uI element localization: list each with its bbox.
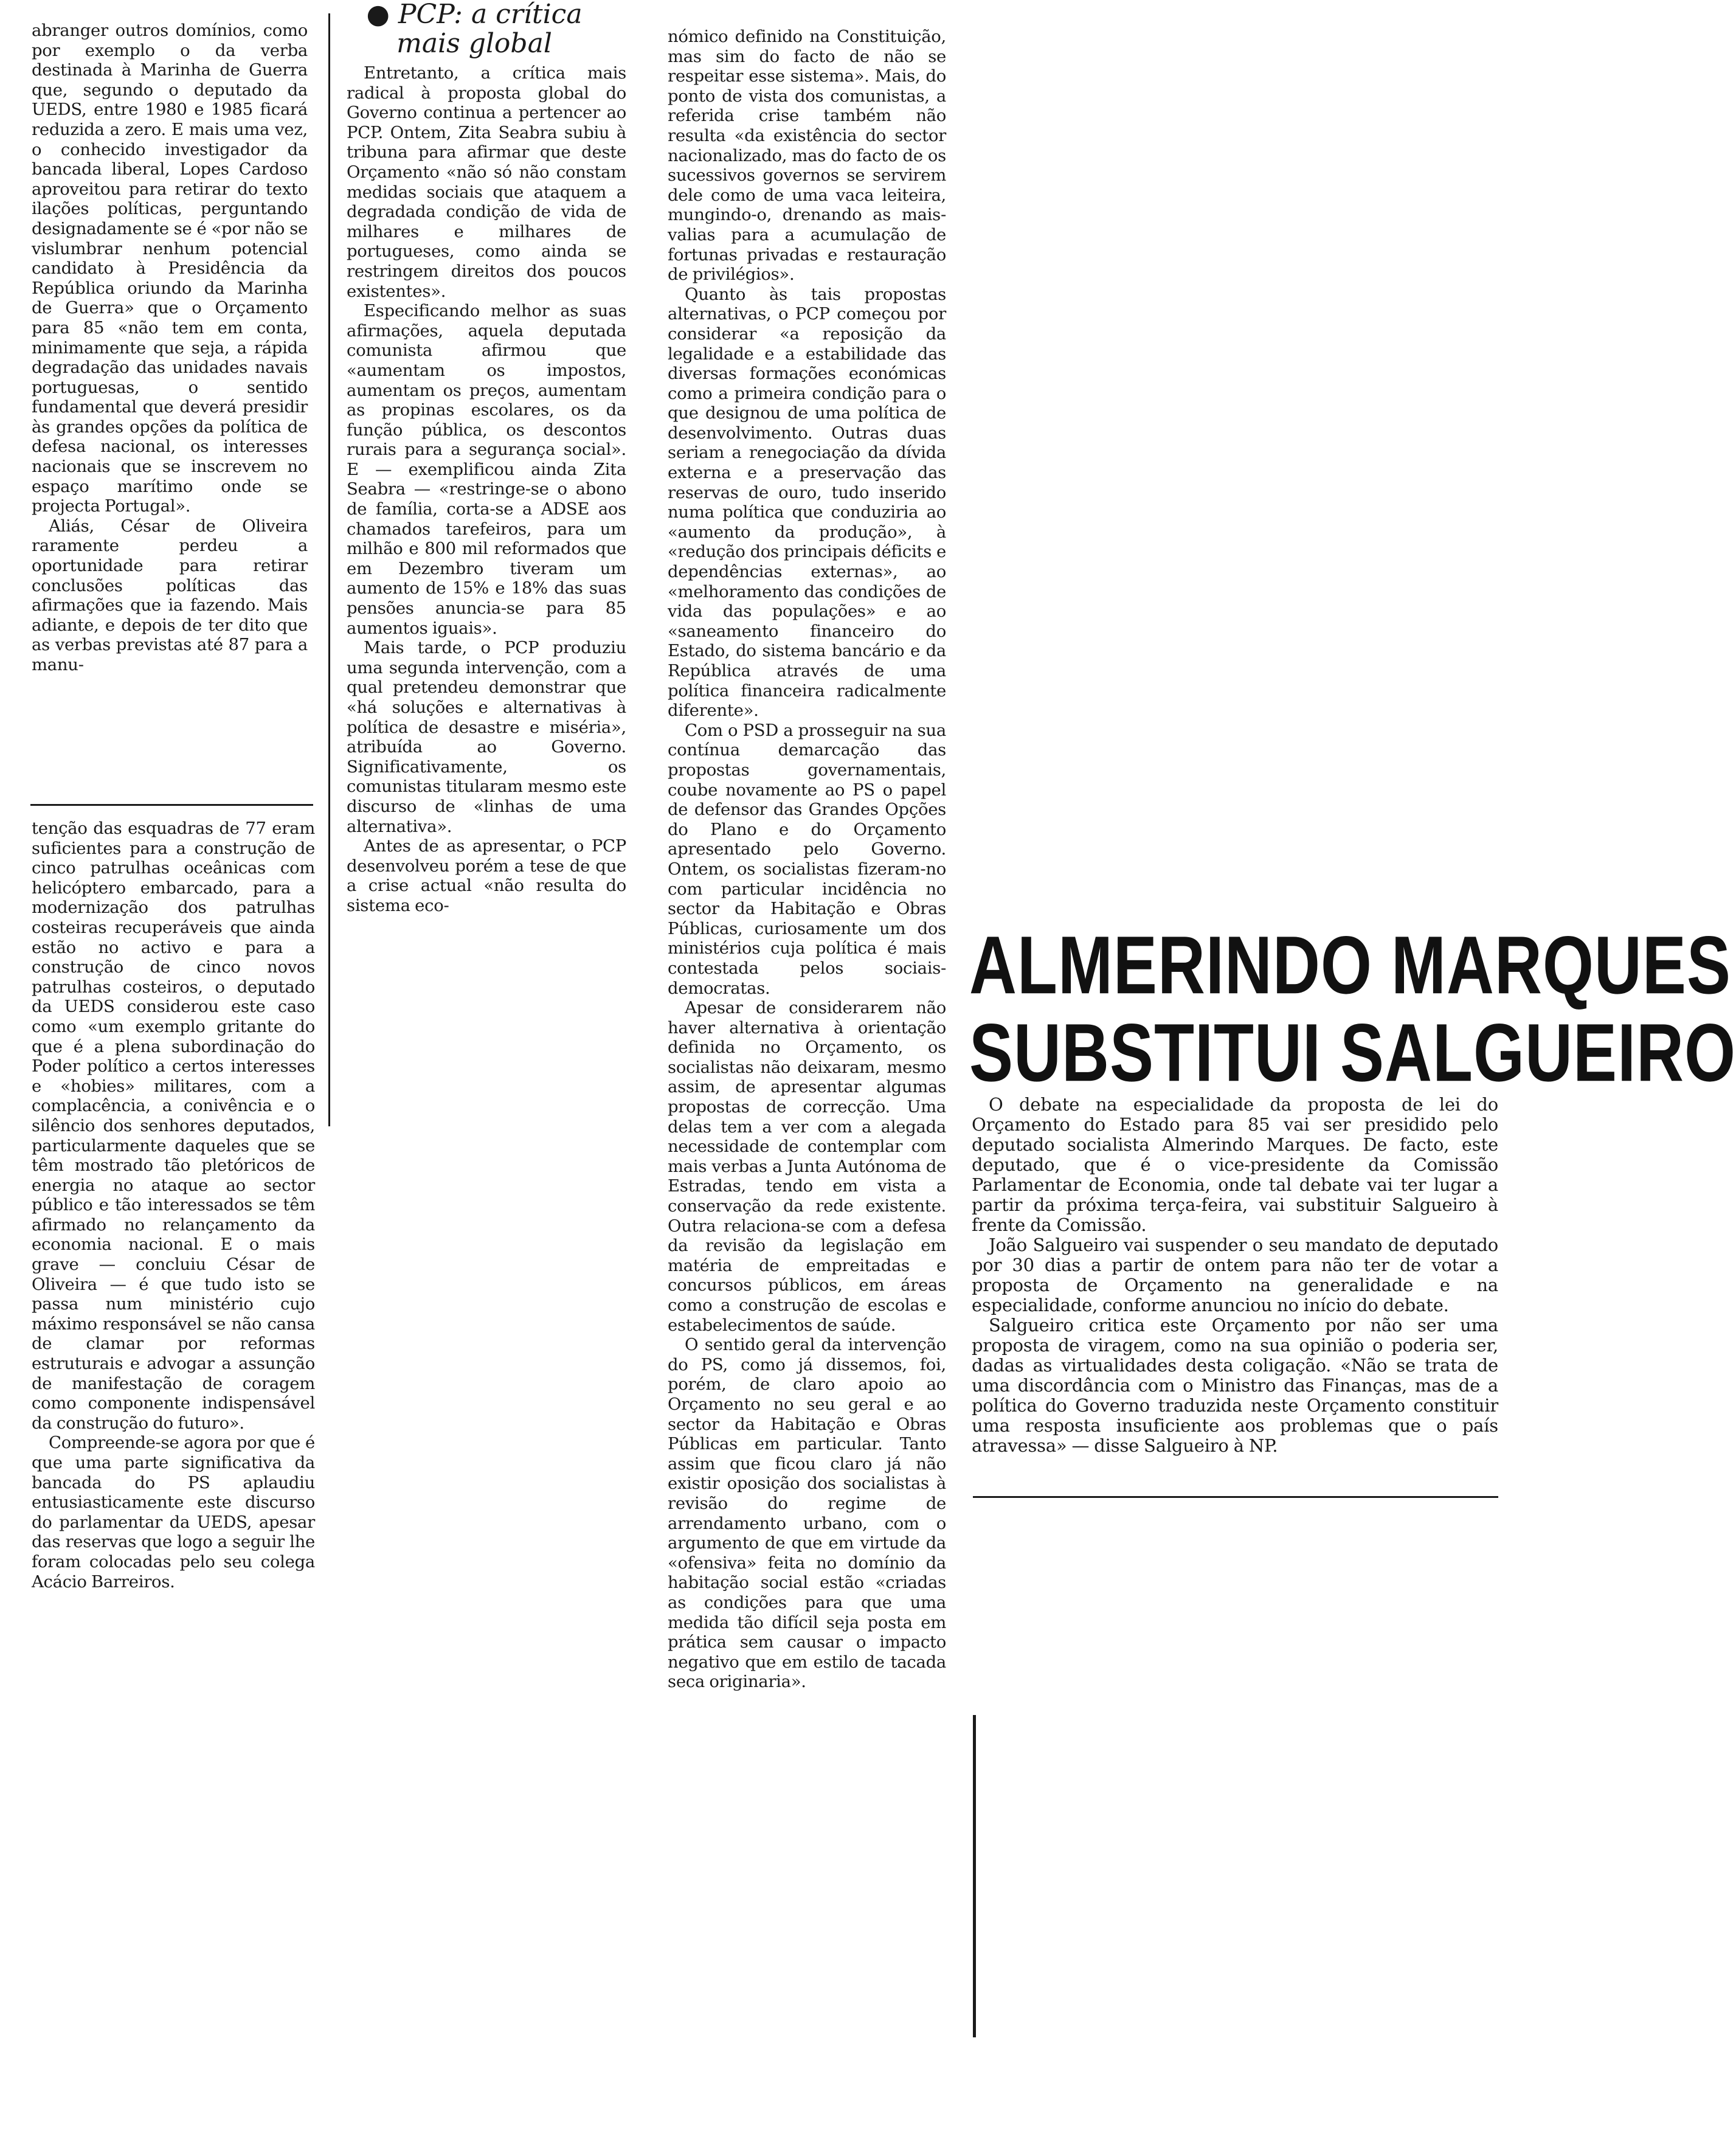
article-2-paragraph-2: João Salgueiro vai suspender o seu mandato de deputado por 30 dias a partir de ontem para não ter de votar a proposta de Orçamento na generalidade e na especialidade, conforme anunciou no início do debate.: [972, 1235, 1498, 1315]
column-3-right-rule: [973, 1715, 976, 2037]
article-2-paragraph-1: O debate na especialidade da proposta de lei do Orçamento do Estado para 85 vai ser presidido pelo deputado socialista Almerindo Marques. De facto, este deputado, que é o vice-presidente da Comissão Parlamentar de Economia, onde tal debate vai ter lugar a partir da próxima terça-feira, vai substituir Salgueiro à frente da Comissão.: [972, 1094, 1498, 1235]
headline-line-1: ALMERINDO MARQUES: [969, 918, 1731, 1011]
col3-paragraph-1: nómico definido na Constituição, mas sim do facto de não se respeitar esse sistema». Mais, do ponto de vista dos comunistas, a referida crise também não resulta «da existência do sector nacionalizado, mas do facto de os sucessivos governos se servirem dele como de uma vaca leiteira, mungindo-o, drenando as mais-valias para a acumulação de fortunas privadas e restauração de privilégios».: [668, 27, 946, 285]
col2-paragraph-4: Antes de as apresentar, o PCP desenvolveu porém a tese de que a crise actual «não resulta do sistema eco-: [347, 836, 626, 915]
col2-paragraph-1: Entretanto, a crítica mais radical à proposta global do Governo continua a pertencer ao PCP. Ontem, Zita Seabra subiu à tribuna para afirmar que deste Orçamento «não só não constam medidas sociais que ataquem a degradada condição de vida de milhares e milhares de portugueses, como ainda se restringem direitos dos poucos existentes».: [347, 63, 626, 301]
col1-bottom-paragraph-1: tenção das esquadras de 77 eram suficientes para a construção de cinco patrulhas oceânicas com helicóptero embarcado, para a modernização dos patrulhas costeiras recuperáveis que ainda estão no activo e para a construção de cinco novos patrulhas costeiros, o deputado da UEDS considerou este caso como «um exemplo gritante do que é a plena subordinação do Poder político a certos interesses e «hobies» militares, com a complacência, a conivência e o silêncio dos senhores deputados, particularmente daqueles que se têm mostrado tão pletóricos de energia no ataque ao sector público e tão interessados se têm afirmado no relançamento da economia nacional. E o mais grave — concluiu César de Oliveira — é que tudo isto se passa num ministério cujo máximo responsável se não cansa de clamar por reformas estruturais e advogar a assunção de manifestação de coragem como componente indispensável da construção do futuro».: [32, 819, 315, 1433]
column-2: [347, 63, 626, 916]
article-2-body: [972, 1095, 1498, 1456]
column-3: [668, 27, 946, 1692]
column-1-bottom: [32, 819, 315, 1592]
col2-paragraph-2: Especificando melhor as suas afirmações, aquela deputada comunista afirmou que «aumentam os impostos, aumentam os preços, aumentam as propinas escolares, os da função pública, os descontos rurais para a segurança social». E — exemplificou ainda Zita Seabra — «restringe-se o abono de família, corta-se a ADSE aos chamados tarefeiros, para um milhão e 800 mil reformados que em Dezembro tiveram um aumento de 15% e 18% das suas pensões anuncia-se para 85 aumentos iguais».: [347, 301, 626, 638]
col1-bottom-paragraph-2: Compreende-se agora por que é que uma parte significativa da bancada do PS aplaudiu entusiasticamente este discurso do parlamentar da UEDS, apesar das reservas que logo a seguir lhe foram colocadas pelo seu colega Acácio Barreiros.: [32, 1433, 315, 1592]
col3-paragraph-4: Apesar de considerarem não haver alternativa à orientação definida no Orçamento, os socialistas não deixaram, mesmo assim, de apresentar algumas propostas de correcção. Uma delas tem a ver com a alegada necessidade de contemplar com mais verbas a Junta Autónoma de Estradas, tendo em vista a conservação da rede existente. Outra relaciona-se com a defesa da revisão da legislação em matéria de empreitadas e concursos públicos, em áreas como a construção de escolas e estabelecimentos de saúde.: [668, 998, 946, 1335]
pcp-subheading: ● PCP: a crítica mais global: [366, 0, 583, 59]
column-1-divider: [30, 804, 313, 806]
col1-top-paragraph-2: Aliás, César de Oliveira raramente perdeu a oportunidade para retirar conclusões políticas das afirmações que ia fazendo. Mais adiante, e depois de ter dito que as verbas previstas até 87 para a manu-: [32, 516, 308, 674]
column-1-2-rule: [328, 13, 330, 1126]
headline-line-2: SUBSTITUI SALGUEIRO: [969, 1006, 1736, 1098]
article-2-bottom-rule: [973, 1496, 1498, 1498]
col3-paragraph-2: Quanto às tais propostas alternativas, o PCP começou por considerar «a reposição da legalidade e a estabilidade das diversas formações económicas como a primeira condição para o que designou de uma política de desenvolvimento. Outras duas seriam a renegociação da dívida externa e a preservação das reservas de ouro, tudo inserido numa política que conduziria ao «aumento da produção», à «redução dos principais déficits e dependências externas», ao «melhoramento das condições de vida das populações» e ao «saneamento financeiro do Estado, do sistema bancário e da República através de uma política financeira radicalmente diferente».: [668, 284, 946, 721]
col1-top-paragraph-1: abranger outros domínios, como por exemplo o da verba destinada à Marinha de Guerra que, segundo o deputado da UEDS, entre 1980 e 1985 ficará reduzida a zero. E mais uma vez, o conhecido investigador da bancada liberal, Lopes Cardoso aproveitou para retirar do texto ilações políticas, perguntando designadamente se é «por não se vislumbrar nenhum potencial candidato à Presidência da República oriundo da Marinha de Guerra» que o Orçamento para 85 «não tem em conta, minimamente que seja, a rápida degradação das unidades navais portuguesas, o sentido fundamental que deverá presidir às grandes opções da política de defesa nacional, os interesses nacionais que se inscrevem no espaço marítimo onde se projecta Portugal».: [32, 21, 308, 516]
column-1-top: [32, 21, 308, 675]
col2-paragraph-3: Mais tarde, o PCP produziu uma segunda intervenção, com a qual pretendeu demonstrar que «há soluções e alternativas à política de desastre e miséria», atribuída ao Governo. Significativamente, os comunistas titularam mesmo este discurso de «linhas de uma alternativa».: [347, 638, 626, 836]
col3-paragraph-5: O sentido geral da intervenção do PS, como já dissemos, foi, porém, de claro apoio ao Orçamento no seu geral e ao sector da Habitação e Obras Públicas em particular. Tanto assim que ficou claro já não existir oposição dos socialistas à revisão do regime de arrendamento urbano, com o argumento de que em virtude da «ofensiva» feita no domínio da habitação social estão «criadas as condições para que uma medida tão difícil seja posta em prática sem causar o impacto negativo que em estilo de tacada seca originaria».: [668, 1335, 946, 1692]
article-2-paragraph-3: Salgueiro critica este Orçamento por não ser uma proposta de viragem, como na sua opinião o poderia ser, dadas as virtualidades desta coligação. «Não se trata de uma discordância com o Ministro das Finanças, mas de a política do Governo traduzida neste Orçamento constituir uma resposta insuficiente aos problemas que o país atravessa» — disse Salgueiro à NP.: [972, 1315, 1498, 1456]
col3-paragraph-3: Com o PSD a prosseguir na sua contínua demarcação das propostas governamentais, coube novamente ao PS o papel de defensor das Grandes Opções do Plano e do Orçamento apresentado pelo Governo. Ontem, os socialistas fizeram-no com particular incidência no sector da Habitação e Obras Públicas, curiosamente um dos ministérios cuja política é mais contestada pelos sociais-democratas.: [668, 720, 946, 998]
